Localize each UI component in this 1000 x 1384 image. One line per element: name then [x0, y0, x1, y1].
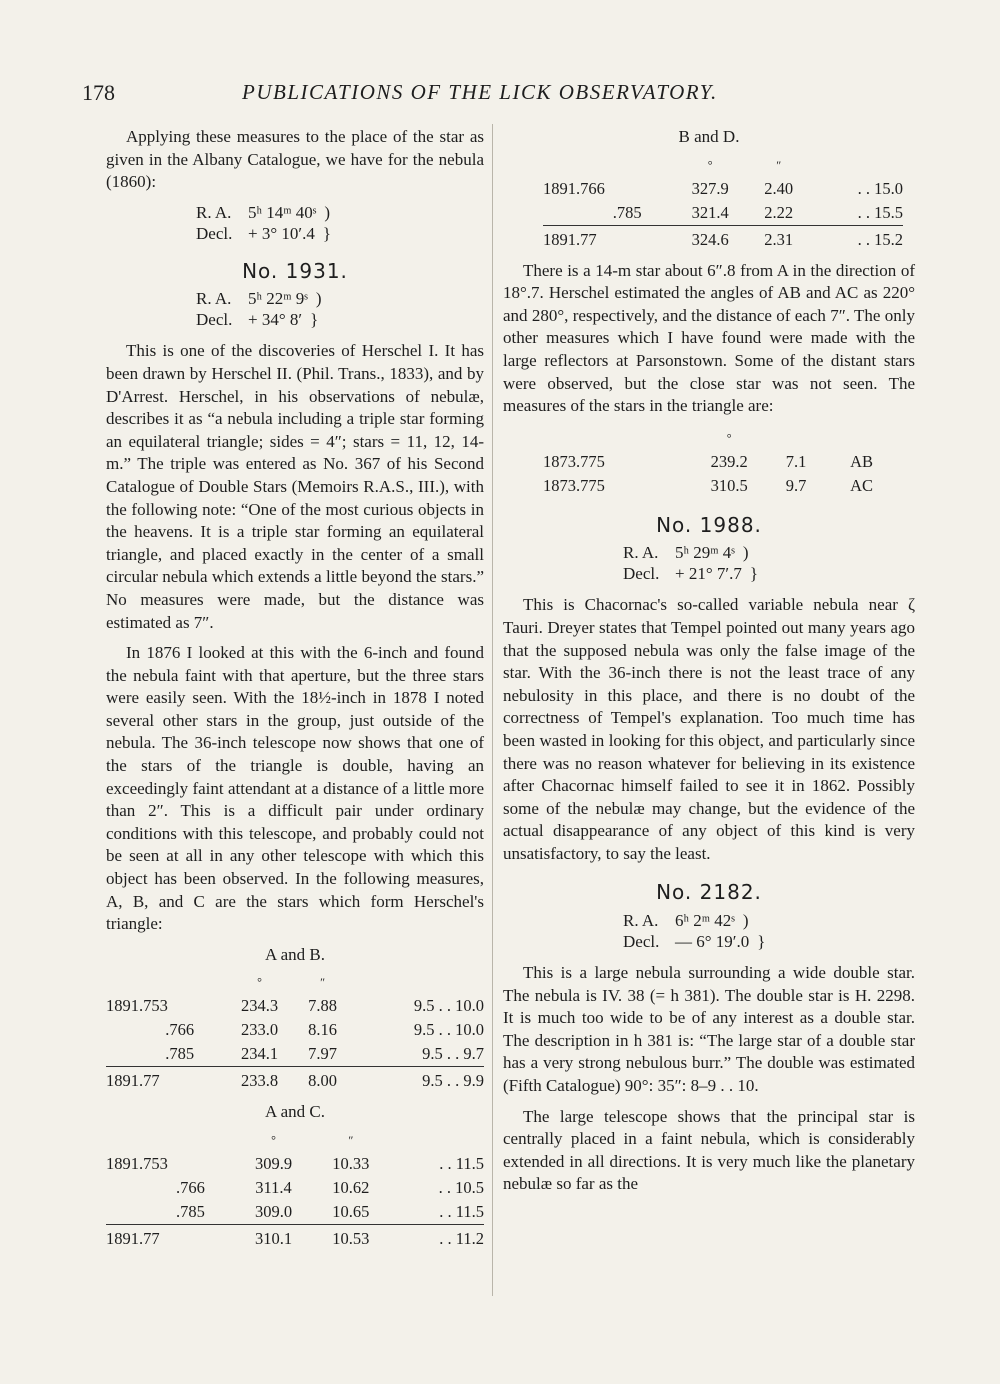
brace: } [757, 932, 766, 952]
decl-label: Decl. [623, 564, 660, 584]
table-row: .766 311.4 10.62 . . 10.5 [175, 1178, 484, 1197]
left-column [106, 126, 484, 1251]
brace: ) [324, 202, 331, 222]
table-caption-bd: B and D. [678, 127, 740, 146]
table-row: .766 233.0 8.16 9.5 . . 10.0 [165, 1020, 484, 1040]
measures-table-1873 [543, 426, 873, 498]
brace: ) [742, 543, 749, 563]
section-heading-1988: No. 1988. [656, 512, 762, 537]
page-number: 178 [82, 80, 115, 105]
paragraph-1931-observations: In 1876 I looked at this with the 6-inch and found the nebula faint with that aperture, but the three stars were easily seen. With the 18½-inch in 1878 I noted several other stars in the group, just outside of the nebula. The 36-inch telescope now shows that one of the stars of the triangle is double, having an exceedingly faint attendant at a distance of a little more than 2″. This is a difficult pair under ordinary conditions with this telescope, and probably could not be seen at all in any other telescope with which this object has been observed. In the following measures, A, B, and C are the stars which form Herschel's triangle: [106, 643, 484, 934]
nebula-position-1860 [196, 202, 484, 244]
section-heading-2182: No. 2182. [656, 880, 762, 905]
decl-label: Decl. [623, 932, 660, 952]
table-mean-row: 1891.77 310.1 10.53 . . 11.2 [106, 1225, 484, 1252]
table-row: .785 321.4 2.22 . . 15.5 [612, 202, 903, 222]
degree-unit: ° [707, 157, 713, 172]
degree-unit: ° [271, 1133, 276, 1147]
units-row [543, 426, 873, 450]
table-mean-row: 1891.77 233.8 8.00 9.5 . . 9.9 [106, 1067, 484, 1094]
table-caption-ab: A and B. [265, 944, 325, 964]
ra-label: R. A. [623, 543, 659, 563]
table-row: 1873.775 310.5 9.7 AC [543, 475, 873, 495]
arcsec-unit: ″ [320, 975, 326, 990]
position-1931 [196, 288, 484, 330]
paragraph-2182-description: This is a large nebula surrounding a wide double star. The nebula is IV. 38 (= h 381). The double star is H. 2298. It is much too wide to be of any interest as a double star. The description in h 381 is: “The large star of a double star has a very strong nebulous burr.” The double was estimated (Fifth Catalogue) 90°: 35″: 8–9 . . 10. [503, 963, 915, 1096]
position-2182 [623, 910, 915, 952]
paragraph-1988: This is Chacornac's so-called variable nebula near ζ Tauri. Dreyer states that Tempel pointed out many years ago that the supposed nebula was only the false image of the star. With the 36-inch there is not the least trace of any nebulosity in this place, and there is no doubt of the correctness of Tempel's explanation. Too much time has been wasted in looking for this object, and particularly since there was no reason whatever for believing in its existence after Chacornac himself failed to see it in 1862. Possibly some of the nebulæ may change, but the evidence of the actual disappearance of any object of this kind is very unsatisfactory, to say the least. [503, 595, 915, 863]
table-row: .785 234.1 7.97 9.5 . . 9.7 [165, 1044, 484, 1064]
table-row: 1891.753 309.9 10.33 . . 11.5 [106, 1154, 484, 1173]
measures-table-bd [543, 153, 903, 252]
column-divider [492, 124, 493, 1296]
table-row: 1873.775 239.2 7.1 AB [543, 451, 873, 471]
position-1988 [623, 542, 915, 584]
table-caption-ac: A and C. [265, 1102, 325, 1122]
units-row [106, 1128, 484, 1152]
table-row: 1891.766 327.9 2.40 . . 15.0 [543, 178, 903, 198]
brace: ) [742, 911, 749, 931]
ra-value: 5ʰ 29ᵐ 4ˢ [675, 543, 735, 563]
ra-label: R. A. [623, 911, 659, 931]
brace: } [310, 310, 319, 330]
ra-value: 5ʰ 14ᵐ 40ˢ [248, 202, 317, 222]
measures-table-ac [106, 1128, 484, 1251]
measures-table-ab [106, 970, 484, 1093]
decl-label: Decl. [196, 310, 233, 330]
right-column [503, 126, 915, 1204]
arcsec-unit: ″ [348, 1133, 354, 1147]
decl-value: + 34° 8′ [248, 310, 303, 330]
table-mean-row: 1891.77 324.6 2.31 . . 15.2 [543, 225, 903, 252]
degree-unit: ° [257, 975, 262, 990]
decl-label: Decl. [196, 223, 233, 243]
decl-value: + 21° 7′.7 [675, 564, 742, 584]
paragraph-2182-telescope: The large telescope shows that the principal star is centrally placed in a faint nebula, which is considerably extended in all directions. It is very much like the planetary nebulæ so far as the [503, 1106, 915, 1194]
arcsec-unit: ″ [776, 157, 782, 172]
brace: } [322, 223, 332, 243]
brace: ) [315, 289, 322, 309]
decl-value: — 6° 19′.0 [675, 932, 750, 952]
ra-label: R. A. [196, 289, 232, 309]
paragraph-1931-history: This is one of the discoveries of Herschel I. It has been drawn by Herschel II. (Phil. Trans., 1833), and by D'Arrest. Herschel, in his observations of nebulæ, describes it as “a nebula including a triple star forming an equilateral triangle; sides = 4″; stars = 11, 12, 14-m.” The triple was entered as No. 367 of his Second Catalogue of Double Stars (Memoirs R.A.S., III.), with the following note: “One of the most curious objects in the heavens. It is a triple star forming an equilateral triangle, and placed exactly in the center of a small circular nebula which extends a little beyond the stars.” No measures were made, but the distance was estimated as 7″. [106, 341, 484, 632]
units-row [106, 970, 484, 994]
table-row: 1891.753 234.3 7.88 9.5 . . 10.0 [106, 996, 484, 1016]
brace: } [749, 564, 759, 584]
degree-unit: ° [726, 430, 732, 445]
page-header [82, 80, 918, 110]
paragraph-bd: There is a 14-m star about 6″.8 from A in the direction of 18°.7. Herschel estimated the angles of AB and AC as 220° and 280°, respectively, and the distance of each 7″. The only other measures which I have found were made with the large reflectors at Parsonstown. Some of the distant stars were observed, but the close star was not seen. The measures of the stars in the triangle are: [503, 260, 915, 416]
intro-paragraph: Applying these measures to the place of the star as given in the Albany Catalogue, we have for the nebula (1860): [106, 127, 484, 192]
units-row [543, 153, 903, 177]
ra-value: 5ʰ 22ᵐ 9ˢ [248, 289, 308, 309]
ra-value: 6ʰ 2ᵐ 42ˢ [675, 911, 735, 931]
ra-label: R. A. [196, 202, 232, 222]
table-row: .785 309.0 10.65 . . 11.5 [175, 1202, 484, 1221]
decl-value: + 3° 10′.4 [248, 223, 315, 243]
running-title: PUBLICATIONS OF THE LICK OBSERVATORY. [242, 80, 718, 104]
section-heading-1931: No. 1931. [242, 258, 348, 283]
